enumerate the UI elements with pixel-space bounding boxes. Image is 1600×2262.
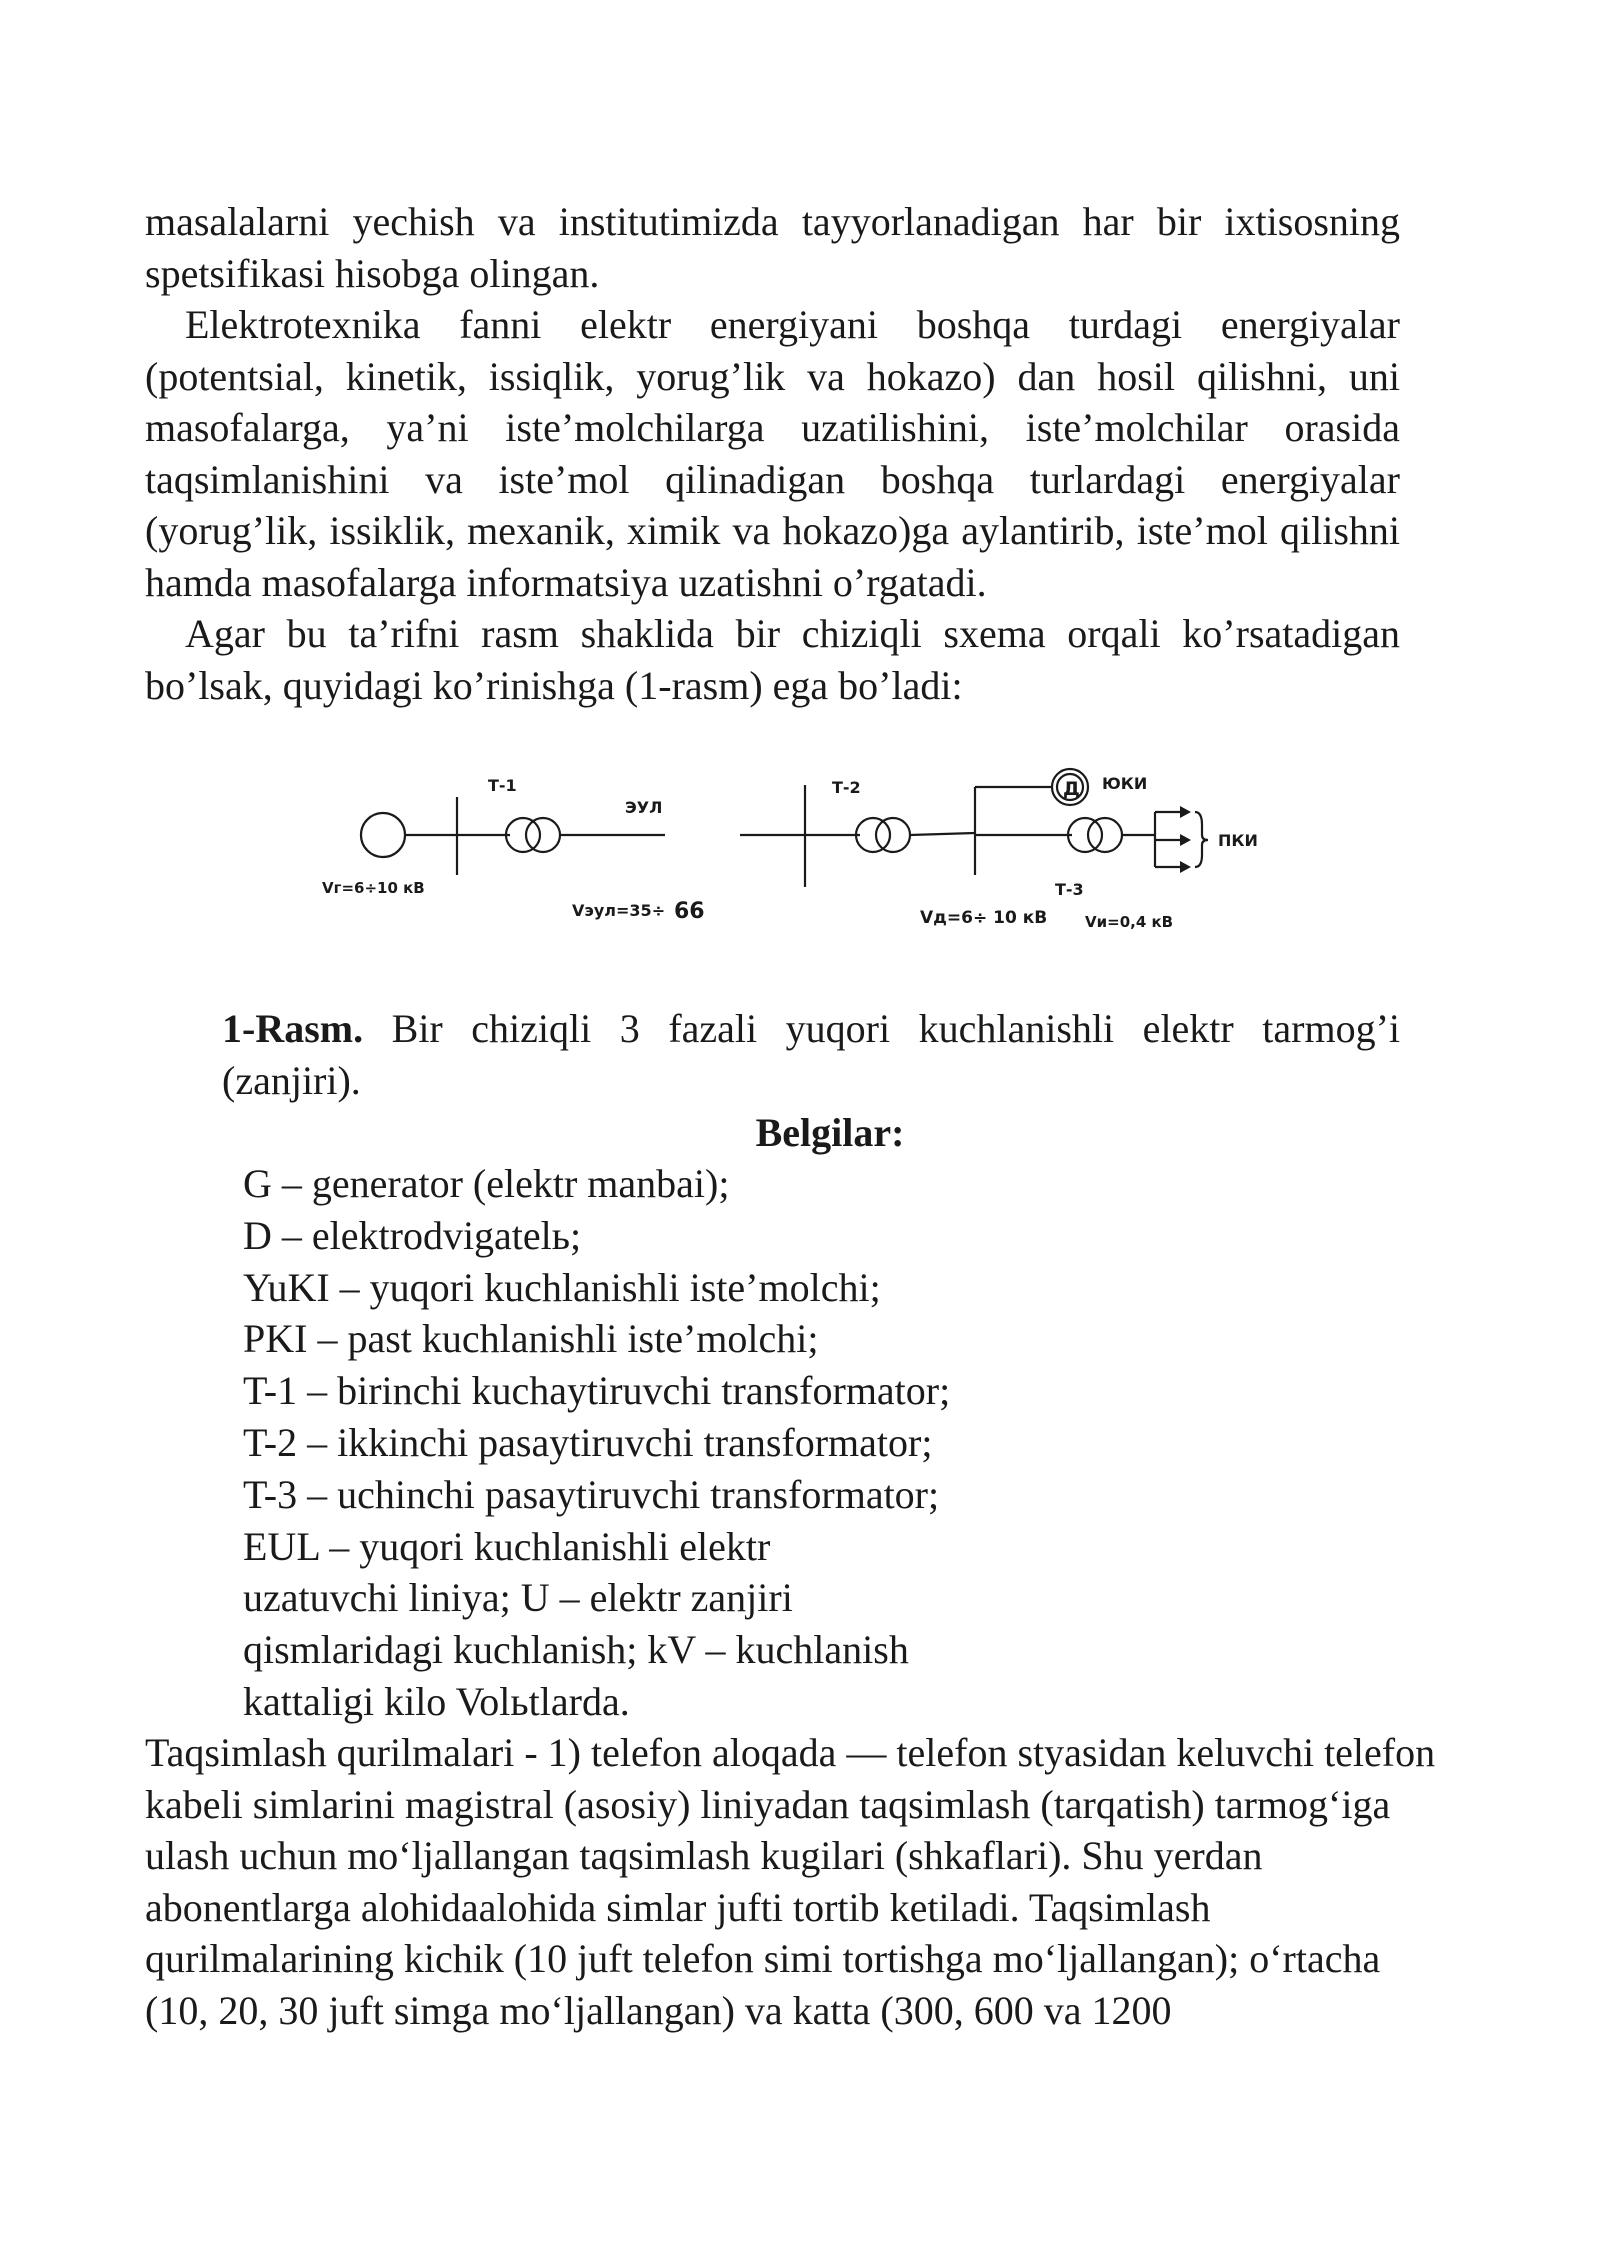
legend-item: T-3 – uchinchi pasaytiruvchi transformator; xyxy=(243,1471,940,1517)
legend-item: T-2 – ikkinchi pasaytiruvchi transformator; xyxy=(243,1419,933,1465)
paragraph-text: Elektrotexnika fanni elektr energiyani boshqa turdagi energiyalar (potentsial, kinetik, issiqlik, yorug’lik va hokazo) dan hosil qilishni, uni masofalarga, ya’ni iste’molchilarga uzatilishini, iste’molchilar orasida taqsimlanishini va iste’mol qilinadigan boshqa turlardagi energiyalar (yorug’lik, issiklik, mexanik, ximik va hokazo)ga aylantirib, iste’mol qilishni hamda masofalarga informatsiya uzatishni o’rgatadi. xyxy=(145,302,1400,605)
label-pki: ПКИ xyxy=(1218,831,1258,850)
legend-item: qismlaridagi kuchlanish; kV – kuchlanish xyxy=(243,1627,909,1673)
paragraph-distribution-devices: Taqsimlash qurilmalari - 1) telefon aloqada — telefon styasidan keluvchi telefon kabeli simlarini magistral (asosiy) liniyadan taqsimlash (tarqatish) tarmog‘iga ulash uchun mo‘ljallangan taqsimlash kugilari (shkaflari). Shu yerdan abonentlarga alohidaalohida simlar jufti tortib ketiladi. Taqsimlash qurilmalarining kichik (10 juft telefon simi tortishga mo‘ljallangan); o‘rtacha (10, 20, 30 juft simga mo‘ljallangan) va katta (300, 600 va 1200 xyxy=(145,1730,1436,2033)
label-voltage-eul: Vэул=35÷ xyxy=(572,901,666,920)
label-voltage-generator: Vг=6÷10 кВ xyxy=(322,879,425,897)
output-arrow-3 xyxy=(1180,861,1191,873)
legend-item: T-1 – birinchi kuchaytiruvchi transformator; xyxy=(243,1368,951,1414)
output-arrow-1 xyxy=(1180,806,1191,818)
legend-item: G – generator (elektr manbai); xyxy=(243,1161,730,1206)
single-line-diagram xyxy=(300,755,1260,945)
transformer-t1-primary xyxy=(506,818,540,852)
output-arrow-2 xyxy=(1180,834,1191,846)
line-t2-to-bus xyxy=(910,833,975,835)
paragraph-electrotechnics-definition xyxy=(145,299,1400,608)
label-motor-d: Д xyxy=(1063,778,1080,800)
legend-item: D – elektrodvigatelь; xyxy=(243,1212,582,1258)
figure-caption-label: 1-Rasm. xyxy=(222,1006,364,1051)
generator-symbol xyxy=(361,813,405,857)
single-line-diagram-svg xyxy=(300,755,1260,945)
paragraph-text: Agar bu ta’rifni rasm shaklida bir chiziqli sxema orqali ko’rsatadigan bo’lsak, quyidagi ko’rinishga (1-rasm) ega bo’ladi: xyxy=(145,611,1400,708)
transformer-t3-primary xyxy=(1068,818,1102,852)
transformer-t1-secondary xyxy=(526,818,560,852)
transformer-t3-secondary xyxy=(1088,818,1122,852)
paragraph-intro-continuation: masalalarni yechish va institutimizda tayyorlanadigan har bir ixtisosning spetsifikasi hisobga olingan. xyxy=(145,199,1400,296)
label-t1: Т-1 xyxy=(488,776,517,795)
label-eul: ЭУЛ xyxy=(625,798,663,817)
legend-item: kattaligi kilo Volьtlarda. xyxy=(243,1678,630,1724)
legend-list xyxy=(243,1158,1243,1728)
figure-caption xyxy=(222,1003,1400,1106)
label-voltage-eul-value: 66 xyxy=(674,899,705,924)
consumer-brace xyxy=(1195,812,1208,867)
legend-item: EUL – yuqori kuchlanishli elektr xyxy=(243,1523,771,1569)
label-voltage-load: Vи=0,4 кВ xyxy=(1085,913,1174,931)
legend-item: PKI – past kuchlanishli iste’molchi; xyxy=(243,1316,819,1362)
label-yuki: ЮКИ xyxy=(1102,774,1148,793)
legend-title: Belgilar: xyxy=(755,1110,905,1155)
label-t3: Т-3 xyxy=(1055,880,1084,899)
label-t2: Т-2 xyxy=(832,778,861,797)
transformer-t2-secondary xyxy=(876,818,910,852)
label-voltage-motor: Vд=6÷ 10 кВ xyxy=(920,908,1048,928)
legend-item: YuKI – yuqori kuchlanishli iste’molchi; xyxy=(243,1264,881,1310)
legend-item: uzatuvchi liniya; U – elektr zanjiri xyxy=(243,1575,793,1621)
paragraph-diagram-intro xyxy=(145,608,1400,711)
transformer-t2-primary xyxy=(856,818,890,852)
figure-caption-text: Bir chiziqli 3 fazali yuqori kuchlanishli elektr tarmog’i (zanjiri). xyxy=(222,1006,1401,1103)
